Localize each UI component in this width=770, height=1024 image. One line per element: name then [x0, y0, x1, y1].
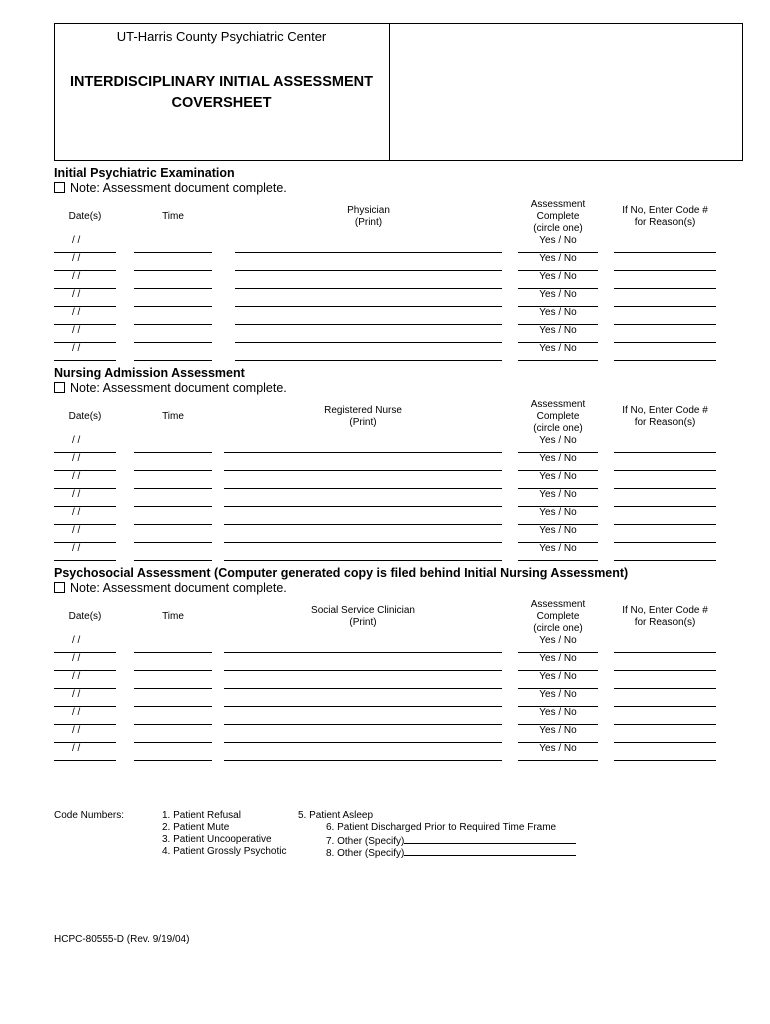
name-line[interactable] [235, 270, 502, 271]
name-line[interactable] [224, 506, 502, 507]
reason-line[interactable] [614, 306, 716, 307]
code-8: 8. Other (Specify) [326, 848, 405, 859]
reason-line[interactable] [614, 652, 716, 653]
form-number: HCPC-80555-D (Rev. 9/19/04) [54, 934, 190, 945]
yes-no-choice[interactable]: Yes / No [539, 471, 577, 482]
name-line[interactable] [235, 288, 502, 289]
center-name: UT-Harris County Psychiatric Center [116, 29, 327, 44]
code-7-specify-line[interactable] [404, 834, 576, 844]
col-person-header: Social Service Clinician [311, 605, 415, 616]
reason-line[interactable] [614, 742, 716, 743]
reason-line[interactable] [614, 688, 716, 689]
time-line[interactable] [134, 724, 212, 725]
code-numbers-label: Code Numbers: [54, 810, 125, 821]
col-assess-header: Assessment [530, 599, 586, 610]
col-reason-header: for Reason(s) [634, 217, 696, 228]
reason-line[interactable] [614, 524, 716, 525]
section-title: Psychosocial Assessment (Computer generated copy is filed behind Initial Nursing Assessment) [54, 566, 629, 580]
time-line[interactable] [134, 470, 212, 471]
assess-line [518, 360, 598, 361]
date-slashes: / / [72, 525, 81, 536]
reason-line[interactable] [614, 452, 716, 453]
name-line[interactable] [224, 488, 502, 489]
name-line[interactable] [224, 542, 502, 543]
time-line[interactable] [134, 452, 212, 453]
reason-line[interactable] [614, 560, 716, 561]
date-line[interactable] [54, 506, 116, 507]
reason-line[interactable] [614, 324, 716, 325]
date-line[interactable] [54, 488, 116, 489]
time-line[interactable] [134, 342, 212, 343]
code-8-specify-line[interactable] [404, 846, 576, 856]
name-line[interactable] [235, 360, 502, 361]
yes-no-choice[interactable]: Yes / No [539, 671, 577, 682]
note-row [54, 381, 287, 395]
col-person-print: (Print) [349, 417, 377, 428]
time-line[interactable] [134, 670, 212, 671]
date-slashes: / / [72, 707, 81, 718]
date-slashes: / / [72, 743, 81, 754]
section-title: Nursing Admission Assessment [54, 366, 245, 380]
name-line[interactable] [235, 324, 502, 325]
note-text: Note: Assessment document complete. [70, 581, 287, 595]
time-line[interactable] [134, 706, 212, 707]
time-line[interactable] [134, 288, 212, 289]
code-3: 3. Patient Uncooperative [162, 834, 272, 845]
date-slashes: / / [72, 635, 81, 646]
title-line-2: COVERSHEET [171, 95, 272, 111]
col-assess-header: Assessment [530, 199, 586, 210]
reason-line[interactable] [614, 488, 716, 489]
col-assess-header: Complete [536, 611, 580, 622]
date-line[interactable] [54, 652, 116, 653]
reason-line[interactable] [614, 470, 716, 471]
col-person-header: Physician [347, 205, 390, 216]
reason-line[interactable] [614, 288, 716, 289]
time-line[interactable] [134, 560, 212, 561]
yes-no-choice[interactable]: Yes / No [539, 453, 577, 464]
yes-no-choice[interactable]: Yes / No [539, 689, 577, 700]
date-line[interactable] [54, 270, 116, 271]
name-line[interactable] [224, 688, 502, 689]
name-line[interactable] [235, 252, 502, 253]
reason-line[interactable] [614, 706, 716, 707]
reason-line[interactable] [614, 252, 716, 253]
name-line[interactable] [224, 470, 502, 471]
date-slashes: / / [72, 471, 81, 482]
name-line[interactable] [224, 724, 502, 725]
date-slashes: / / [72, 671, 81, 682]
yes-no-choice[interactable]: Yes / No [539, 435, 577, 446]
time-line[interactable] [134, 760, 212, 761]
date-slashes: / / [72, 307, 81, 318]
date-slashes: / / [72, 453, 81, 464]
yes-no-choice[interactable]: Yes / No [539, 271, 577, 282]
title-line-1: INTERDISCIPLINARY INITIAL ASSESSMENT [70, 74, 373, 90]
time-line[interactable] [134, 688, 212, 689]
date-slashes: / / [72, 489, 81, 500]
yes-no-choice[interactable]: Yes / No [539, 307, 577, 318]
date-slashes: / / [72, 435, 81, 446]
code-6: 6. Patient Discharged Prior to Required Time Frame [326, 822, 557, 833]
date-line[interactable] [54, 670, 116, 671]
name-line[interactable] [235, 342, 502, 343]
col-assess-header: (circle one) [533, 623, 583, 634]
reason-line[interactable] [614, 342, 716, 343]
yes-no-choice[interactable]: Yes / No [539, 543, 577, 554]
time-line[interactable] [134, 742, 212, 743]
col-date-header: Date(s) [68, 411, 102, 422]
date-line[interactable] [54, 342, 116, 343]
date-line[interactable] [54, 524, 116, 525]
date-slashes: / / [72, 271, 81, 282]
name-line[interactable] [235, 306, 502, 307]
name-line[interactable] [224, 670, 502, 671]
date-slashes: / / [72, 289, 81, 300]
yes-no-choice[interactable]: Yes / No [539, 653, 577, 664]
date-line[interactable] [54, 688, 116, 689]
reason-line[interactable] [614, 270, 716, 271]
yes-no-choice[interactable]: Yes / No [539, 743, 577, 754]
yes-no-choice[interactable]: Yes / No [539, 289, 577, 300]
header-divider [389, 24, 390, 160]
name-line[interactable] [224, 560, 502, 561]
reason-line[interactable] [614, 542, 716, 543]
date-slashes: / / [72, 689, 81, 700]
date-line[interactable] [54, 724, 116, 725]
name-line[interactable] [224, 524, 502, 525]
date-line[interactable] [54, 252, 116, 253]
date-line[interactable] [54, 760, 116, 761]
col-assess-header: Complete [536, 411, 580, 422]
yes-no-choice[interactable]: Yes / No [539, 707, 577, 718]
yes-no-choice[interactable]: Yes / No [539, 635, 577, 646]
col-reason-header: for Reason(s) [634, 617, 696, 628]
yes-no-choice[interactable]: Yes / No [539, 343, 577, 354]
reason-line[interactable] [614, 760, 716, 761]
note-text: Note: Assessment document complete. [70, 381, 287, 395]
code-2: 2. Patient Mute [162, 822, 230, 833]
time-line[interactable] [134, 652, 212, 653]
time-line[interactable] [134, 324, 212, 325]
yes-no-choice[interactable]: Yes / No [539, 253, 577, 264]
date-slashes: / / [72, 543, 81, 554]
col-time-header: Time [162, 611, 184, 622]
name-line[interactable] [224, 452, 502, 453]
assess-line [518, 760, 598, 761]
yes-no-choice[interactable]: Yes / No [539, 325, 577, 336]
reason-line[interactable] [614, 506, 716, 507]
col-date-header: Date(s) [68, 211, 102, 222]
note-text: Note: Assessment document complete. [70, 181, 287, 195]
col-reason-header: for Reason(s) [634, 417, 696, 428]
yes-no-choice[interactable]: Yes / No [539, 489, 577, 500]
code-4: 4. Patient Grossly Psychotic [162, 846, 287, 857]
date-slashes: / / [72, 343, 81, 354]
reason-line[interactable] [614, 724, 716, 725]
date-line[interactable] [54, 452, 116, 453]
col-reason-header: If No, Enter Code # [622, 605, 708, 616]
col-reason-header: If No, Enter Code # [622, 205, 708, 216]
date-slashes: / / [72, 725, 81, 736]
time-line[interactable] [134, 270, 212, 271]
date-line[interactable] [54, 706, 116, 707]
date-slashes: / / [72, 235, 81, 246]
col-person-header: Registered Nurse [324, 405, 402, 416]
yes-no-choice[interactable]: Yes / No [539, 235, 577, 246]
time-line[interactable] [134, 524, 212, 525]
col-assess-header: Complete [536, 211, 580, 222]
time-line[interactable] [134, 306, 212, 307]
col-date-header: Date(s) [68, 611, 102, 622]
time-line[interactable] [134, 506, 212, 507]
code-1: 1. Patient Refusal [162, 810, 241, 821]
reason-line[interactable] [614, 670, 716, 671]
code-7: 7. Other (Specify) [326, 836, 405, 847]
date-slashes: / / [72, 507, 81, 518]
name-line[interactable] [224, 706, 502, 707]
col-assess-header: (circle one) [533, 423, 583, 434]
time-line[interactable] [134, 360, 212, 361]
document-title [54, 72, 389, 114]
time-line[interactable] [134, 252, 212, 253]
date-slashes: / / [72, 253, 81, 264]
assess-line [518, 560, 598, 561]
name-line[interactable] [224, 652, 502, 653]
col-assess-header: Assessment [530, 399, 586, 410]
yes-no-choice[interactable]: Yes / No [539, 507, 577, 518]
date-line[interactable] [54, 306, 116, 307]
date-line[interactable] [54, 360, 116, 361]
date-slashes: / / [72, 325, 81, 336]
date-line[interactable] [54, 742, 116, 743]
time-line[interactable] [134, 488, 212, 489]
name-line[interactable] [224, 760, 502, 761]
col-reason-header: If No, Enter Code # [622, 405, 708, 416]
date-line[interactable] [54, 324, 116, 325]
date-line[interactable] [54, 288, 116, 289]
col-person-print: (Print) [354, 217, 383, 228]
reason-line[interactable] [614, 360, 716, 361]
col-time-header: Time [162, 211, 184, 222]
code-8-row [326, 846, 576, 860]
complete-checkbox[interactable] [54, 382, 65, 393]
note-row [54, 181, 287, 195]
note-row [54, 581, 287, 595]
date-line[interactable] [54, 542, 116, 543]
date-slashes: / / [72, 653, 81, 664]
section-title: Initial Psychiatric Examination [54, 166, 235, 180]
col-person-print: (Print) [349, 617, 377, 628]
complete-checkbox[interactable] [54, 582, 65, 593]
code-5: 5. Patient Asleep [298, 810, 374, 821]
col-time-header: Time [162, 411, 184, 422]
time-line[interactable] [134, 542, 212, 543]
yes-no-choice[interactable]: Yes / No [539, 725, 577, 736]
date-line[interactable] [54, 470, 116, 471]
name-line[interactable] [224, 742, 502, 743]
yes-no-choice[interactable]: Yes / No [539, 525, 577, 536]
complete-checkbox[interactable] [54, 182, 65, 193]
col-assess-header: (circle one) [533, 223, 583, 234]
date-line[interactable] [54, 560, 116, 561]
